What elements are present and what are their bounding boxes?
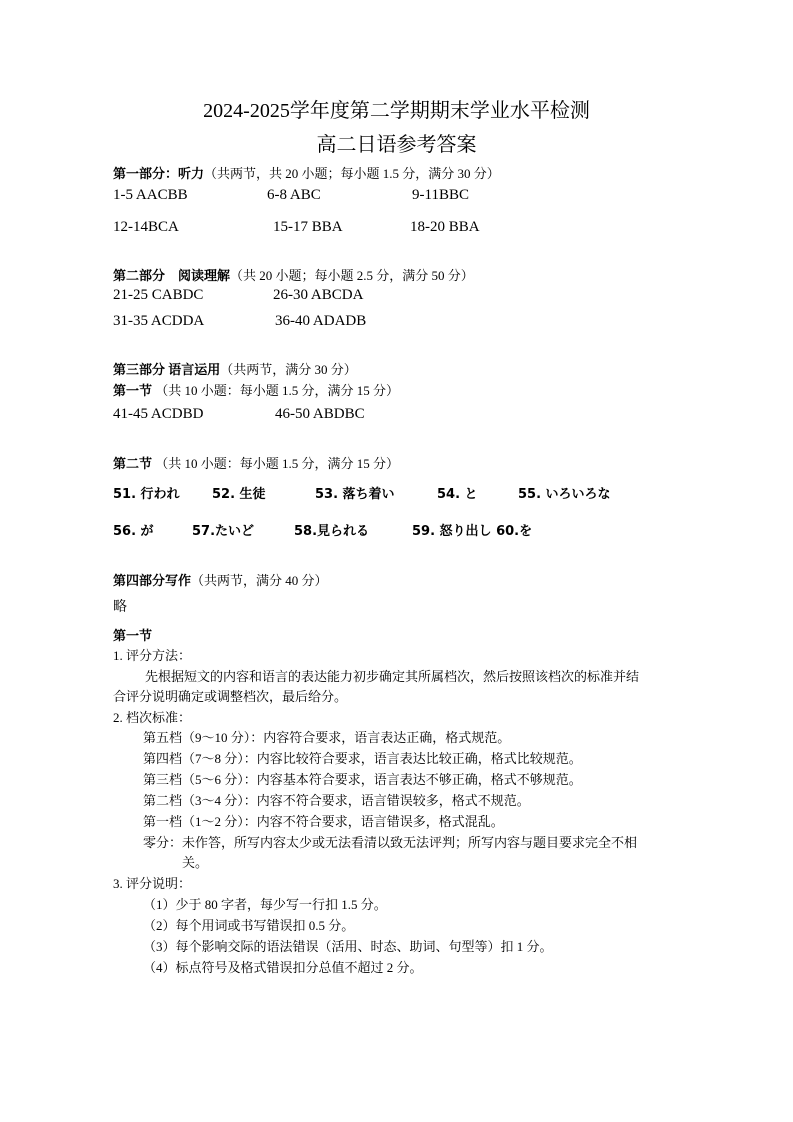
scoring-note: （4）标点符号及格式错误扣分总值不超过 2 分。 [143,960,423,975]
part3-header [113,359,357,378]
grade-level: 第二档（3～4 分）：内容不符合要求，语言错误较多，格式不规范。 [143,793,530,808]
part1-heading: 第一部分：听力 [113,166,205,181]
page-subtitle: 高二日语参考答案 [316,134,477,156]
cloze-answer: 55. いろいろな [518,487,611,502]
scoring-notes-title: 3. 评分说明： [113,876,192,891]
page-title: 2024-2025学年度第二学期期末学业水平检测 [203,100,590,122]
part1-answer: 1-5 AACBB [113,187,188,203]
part4-section1-header [113,625,152,644]
scoring-method-title: 1. 评分方法： [113,648,192,663]
part3-section1-heading: 第一节 [113,383,153,398]
cloze-answer: 58.見られる [294,524,370,539]
part3-section2-note: （共 10 小题：每小题 1.5 分，满分 15 分） [155,456,400,471]
part2-answer: 26-30 ABCDA [273,287,364,303]
part3-answer: 46-50 ABDBC [275,406,365,422]
part3-heading: 第三部分 语言运用 [113,362,221,377]
part1-note: （共两节，共 20 小题；每小题 1.5 分，满分 30 分） [204,166,500,181]
cloze-answer: 59. 怒り出し 60.を [412,524,533,539]
zero-score-rule: 零分：未作答，所写内容太少或无法看清以致无法评判；所写内容与题目要求完全不相 [143,835,638,850]
cloze-answer: 56. が [113,524,154,539]
part1-answer: 6-8 ABC [267,187,321,203]
grade-level: 第五档（9～10 分）：内容符合要求，语言表达正确，格式规范。 [143,730,511,745]
part4-header [113,570,328,589]
part1-answer: 12-14BCA [113,219,179,235]
part3-section2-header [113,453,399,472]
cloze-answer: 51. 行われ [113,487,180,502]
scoring-note: （2）每个用词或书写错误扣 0.5 分。 [143,918,355,933]
scoring-method-text: 先根据短文的内容和语言的表达能力初步确定其所属档次，然后按照该档次的标准并结 [145,669,640,684]
part3-section2-heading: 第二节 [113,456,153,471]
part3-section1-note: （共 10 小题：每小题 1.5 分，满分 15 分） [155,383,400,398]
part1-header [113,163,500,182]
cloze-answer: 52. 生徒 [212,487,266,502]
part1-answer: 9-11BBC [412,187,469,203]
scoring-note: （1）少于 80 字者，每少写一行扣 1.5 分。 [143,897,387,912]
cloze-answer: 53. 落ち着い [315,487,395,502]
grade-level: 第四档（7～8 分）：内容比较符合要求，语言表达比较正确，格式比较规范。 [143,751,582,766]
cloze-answer: 57.たいど [192,524,255,539]
part2-heading: 第二部分 阅读理解 [113,268,231,283]
part3-section1-header [113,380,399,399]
cloze-answer: 54. と [437,487,478,502]
zero-score-rule: 关。 [182,855,209,870]
writing-omitted: 略 [113,600,127,615]
part2-note: （共 20 小题；每小题 2.5 分，满分 50 分） [230,268,474,283]
grade-level: 第三档（5～6 分）：内容基本符合要求，语言表达不够正确，格式不够规范。 [143,772,582,787]
scoring-note: （3）每个影响交际的语法错误（活用、时态、助词、句型等）扣 1 分。 [143,939,553,954]
grade-level: 第一档（1～2 分）：内容不符合要求，语言错误多，格式混乱。 [143,814,504,829]
part4-note: （共两节，满分 40 分） [191,573,328,588]
part1-answer: 18-20 BBA [410,219,480,235]
part2-answer: 21-25 CABDC [113,287,204,303]
part3-answer: 41-45 ACDBD [113,406,204,422]
part1-answer: 15-17 BBA [273,219,343,235]
part3-note: （共两节，满分 30 分） [220,362,357,377]
part2-header [113,265,474,284]
grade-standards-title: 2. 档次标准： [113,710,192,725]
part4-heading: 第四部分写作 [113,573,192,588]
scoring-method-text: 合评分说明确定或调整档次，最后给分。 [113,689,348,704]
part4-section1-heading: 第一节 [113,628,153,643]
part2-answer: 31-35 ACDDA [113,313,205,329]
part2-answer: 36-40 ADADB [275,313,367,329]
